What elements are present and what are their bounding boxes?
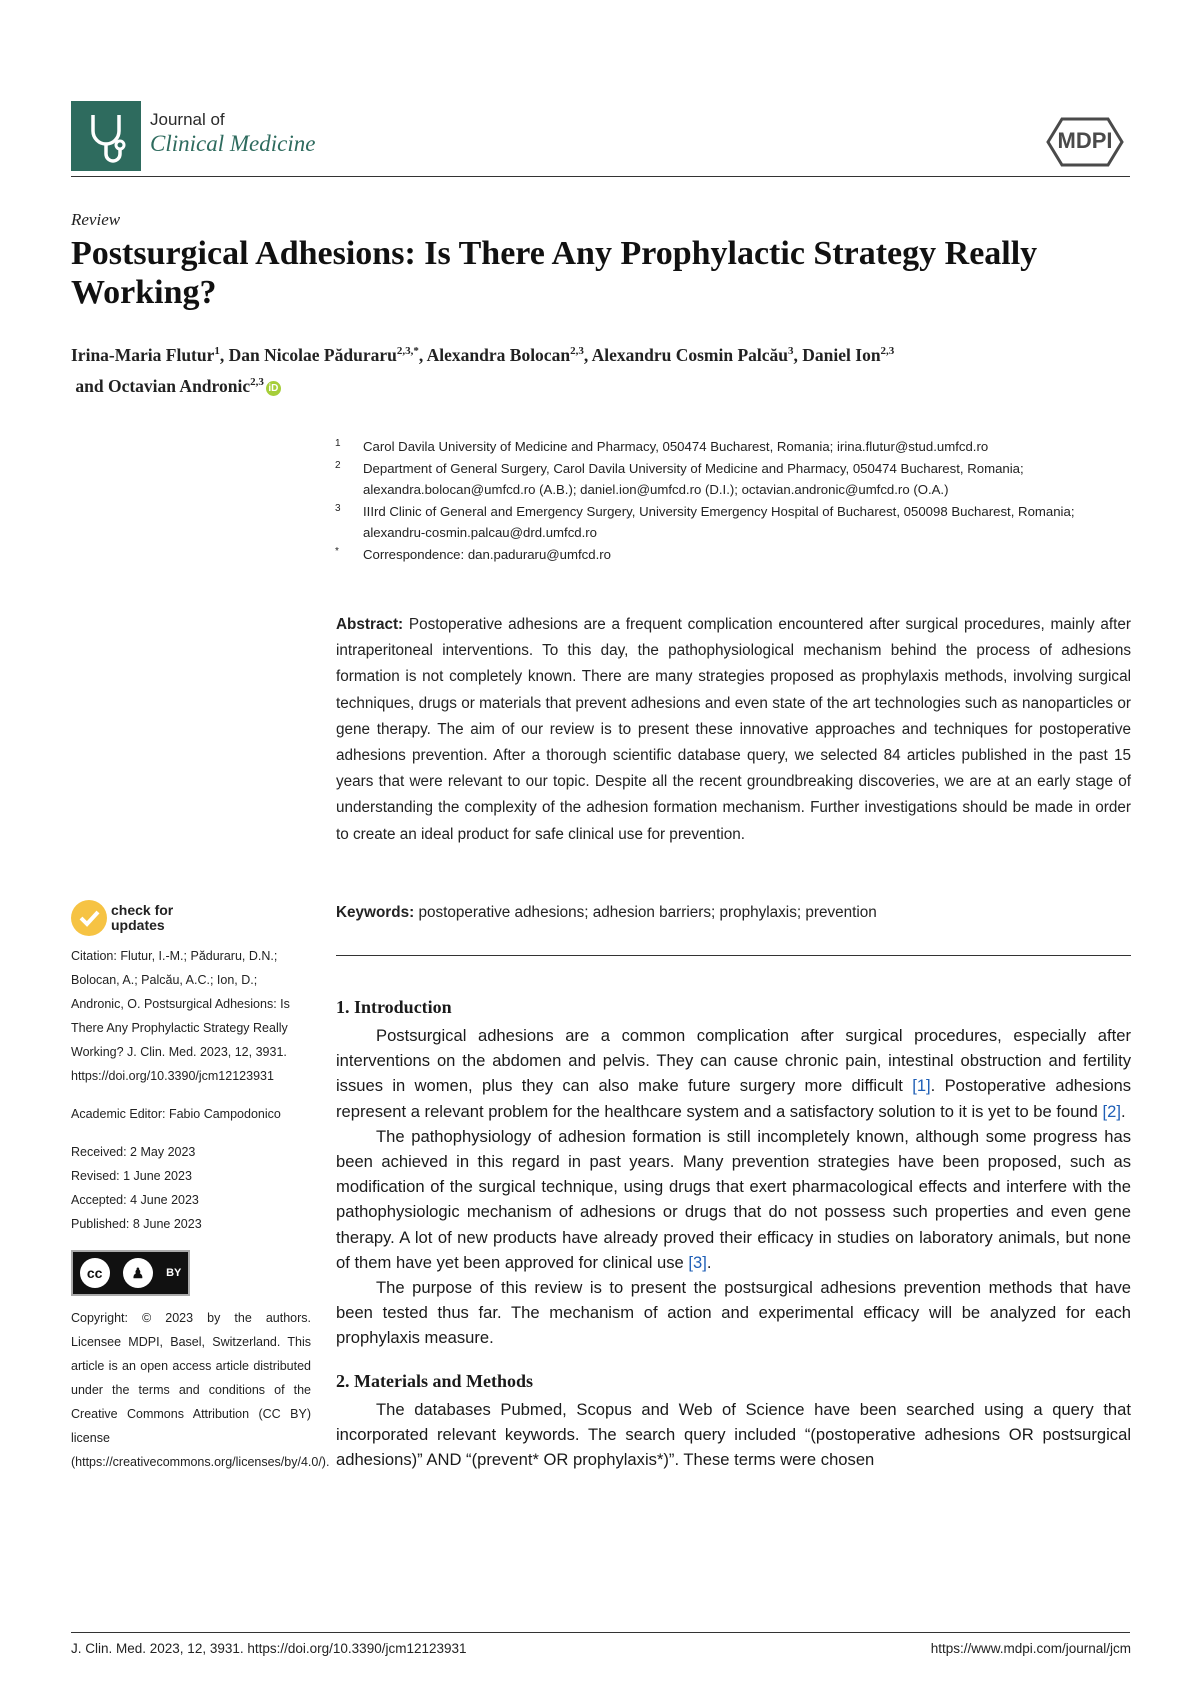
author-affil: 2,3: [250, 375, 264, 388]
citation-link[interactable]: [1]: [912, 1076, 931, 1096]
paragraph: The pathophysiology of adhesion formation is still incompletely known, although some progress has been achieved in this regard in past years. Many prevention strategies have been proposed, such as modification of the surgical technique, using drugs that exert pharmacological effects and interfere with the pathophysiologic mechanism of adhesions or drugs that do not possess such properties and even gene therapy. A lot of new products have already proved their efficacy in studies on laboratory animals, but none of them have yet been approved for clinical use [3].: [336, 1126, 1131, 1272]
cc-icon: cc: [80, 1258, 110, 1288]
paragraph: Postsurgical adhesions are a common complication after surgical procedures, especially after interventions on the abdomen and pelvis. They can cause chronic pain, intestinal obstruction and fertility issues in women, plus they can also make future surgery more difficult [1]. Postoperative adhesions represent a relevant problem for the healthcare system and a satisfactory solution to it is yet to be found [2].: [336, 1026, 1131, 1121]
license-badge-label: BY: [166, 1267, 182, 1279]
affiliation-item: * Correspondence: dan.paduraru@umfcd.ro: [335, 545, 611, 562]
paper-title: Postsurgical Adhesions: Is There Any Prophylactic Strategy Really Working?: [71, 235, 1038, 311]
article-type: Review: [71, 210, 121, 229]
author-name: Irina-Maria Flutur: [71, 344, 215, 365]
abstract-rule: [336, 955, 1131, 956]
attribution-icon: ♟: [123, 1258, 153, 1288]
date-received: Received: 2 May 2023: [71, 1145, 196, 1159]
date-revised: Revised: 1 June 2023: [71, 1169, 192, 1183]
date-accepted: Accepted: 4 June 2023: [71, 1193, 199, 1207]
affiliation-item: 3 IIIrd Clinic of General and Emergency Surgery, University Emergency Hospital of Bucharest, 050098 Bucharest, Romania; alexandru-cosmin.palcau@drd.umfcd.ro: [335, 502, 1075, 540]
author-name: Alexandru Cosmin Palcău: [591, 344, 789, 365]
journal-name: [150, 110, 315, 158]
academic-editor: Academic Editor: Fabio Campodonico: [71, 1107, 281, 1121]
check-for-updates-badge[interactable]: [71, 900, 181, 936]
citation-link[interactable]: [2]: [1102, 1101, 1121, 1121]
author-name: Dan Nicolae Păduraru: [228, 344, 397, 365]
section-heading-introduction: 1. Introduction: [336, 997, 452, 1017]
author-list: Irina-Maria Flutur$^1$, Dan Nicolae Păduraru$^{2,3,*}$, Alexandra Bolocan$^{2,3}$, Alexandru Cosmin Palcău$^3$, Daniel Ion$^{2,3}$ and Octavian Andronic$^{2,3}$iD: [71, 344, 895, 396]
cc-license-badge[interactable]: [71, 1250, 190, 1296]
paragraph: The databases Pubmed, Scopus and Web of Science have been searched using a query that incorporated relevant keywords. The search query included “(postoperative adhesions OR postsurgical adhesions)” AND “(prevent* OR prophylaxis*)”. These terms were chosen: [336, 1399, 1131, 1470]
mdpi-logo-text: MDPI: [1057, 128, 1113, 153]
header-rule: [71, 176, 1130, 177]
affiliation-item: 1 Carol Davila University of Medicine and Pharmacy, 050474 Bucharest, Romania; irina.flutur@stud.umfcd.ro: [335, 438, 989, 454]
footer-journal-url[interactable]: https://www.mdpi.com/journal/jcm: [930, 1641, 1131, 1656]
orcid-icon[interactable]: iD: [266, 381, 281, 396]
body-text: [336, 995, 1131, 1472]
author-affil: 3: [788, 345, 794, 357]
footer-rule: [71, 1632, 1130, 1633]
affiliations: [335, 436, 1135, 565]
sidebar: [71, 944, 330, 1488]
affiliation-item: 2 Department of General Surgery, Carol Davila University of Medicine and Pharmacy, 050474 Bucharest, Romania; alexandra.bolocan@umfcd.ro (A.B.); daniel.ion@umfcd.ro (D.I.); octavian.andronic@umfcd.ro (O.A.): [335, 459, 1024, 497]
author-affil: 2,3: [880, 345, 895, 357]
footer-citation[interactable]: J. Clin. Med. 2023, 12, 3931. https://doi.org/10.3390/jcm12123931: [71, 1641, 467, 1656]
author-affil: 1: [214, 345, 220, 357]
abstract-text: Postoperative adhesions are a frequent complication encountered after surgical procedures, mainly after intraperitoneal interventions. To this day, the pathophysiological mechanism behind the process of adhesions formation is not completely known. There are many strategies proposed as prophylaxis methods, involving surgical techniques, drugs or materials that prevent adhesions and even state of the art technologies such as nanoparticles or gene therapy. The aim of our review is to present these innovative approaches and techniques for postoperative adhesions prevention. After a thorough scientific database query, we selected 84 articles published in the past 15 years that were relevant to our topic. Despite all the recent groundbreaking discoveries, we are at an early stage of understanding the complexity of the adhesion formation mechanism. Further investigations should be made in order to create an ideal product for safe clinical use for prevention.: [336, 616, 1132, 843]
date-published: Published: 8 June 2023: [71, 1217, 202, 1231]
abstract-label: Abstract:: [336, 616, 404, 633]
section-heading-methods: 2. Materials and Methods: [336, 1370, 533, 1391]
paragraph: The purpose of this review is to present the postsurgical adhesions prevention methods that have been tested thus far. The mechanism of action and experimental efficacy will be analyzed for each prophylaxis measure.: [336, 1278, 1131, 1348]
author-affil: 2,3,*: [396, 345, 419, 357]
copyright-notice: Copyright: © 2023 by the authors. Licensee MDPI, Basel, Switzerland. This article is an open access article distributed under the terms and conditions of the Creative Commons Attribution (CC BY) license (https://creativecommons.org/licenses/by/4.0/).: [71, 1311, 330, 1469]
keywords-label: Keywords:: [336, 904, 415, 921]
stethoscope-icon: [71, 101, 141, 171]
citation-note: Citation: Flutur, I.-M.; Păduraru, D.N.; Bolocan, A.; Palcău, A.C.; Ion, D.; Andronic, O. Postsurgical Adhesions: Is There Any Prophylactic Strategy Really Working? J. Clin. Med. 2023, 12, 3931. https://doi.org/10.3390/jcm12123931: [71, 949, 290, 1083]
abstract: [336, 612, 1131, 848]
keywords: [336, 900, 1131, 926]
check-updates-label: check for updates: [111, 902, 174, 933]
keywords-text: postoperative adhesions; adhesion barriers; prophylaxis; prevention: [418, 904, 877, 921]
journal-logo: [71, 101, 141, 171]
mdpi-logo: [1040, 115, 1130, 169]
journal-title: Clinical Medicine: [150, 131, 316, 156]
author-name: Alexandra Bolocan: [426, 344, 571, 365]
citation-link[interactable]: [3]: [688, 1252, 707, 1272]
check-updates-icon: [71, 900, 107, 936]
author-affil: 2,3: [570, 345, 584, 357]
journal-prefix: Journal of: [150, 110, 225, 129]
publication-dates: [71, 1140, 311, 1236]
author-name: Daniel Ion: [802, 344, 881, 365]
author-name: Octavian Andronic: [107, 375, 251, 396]
